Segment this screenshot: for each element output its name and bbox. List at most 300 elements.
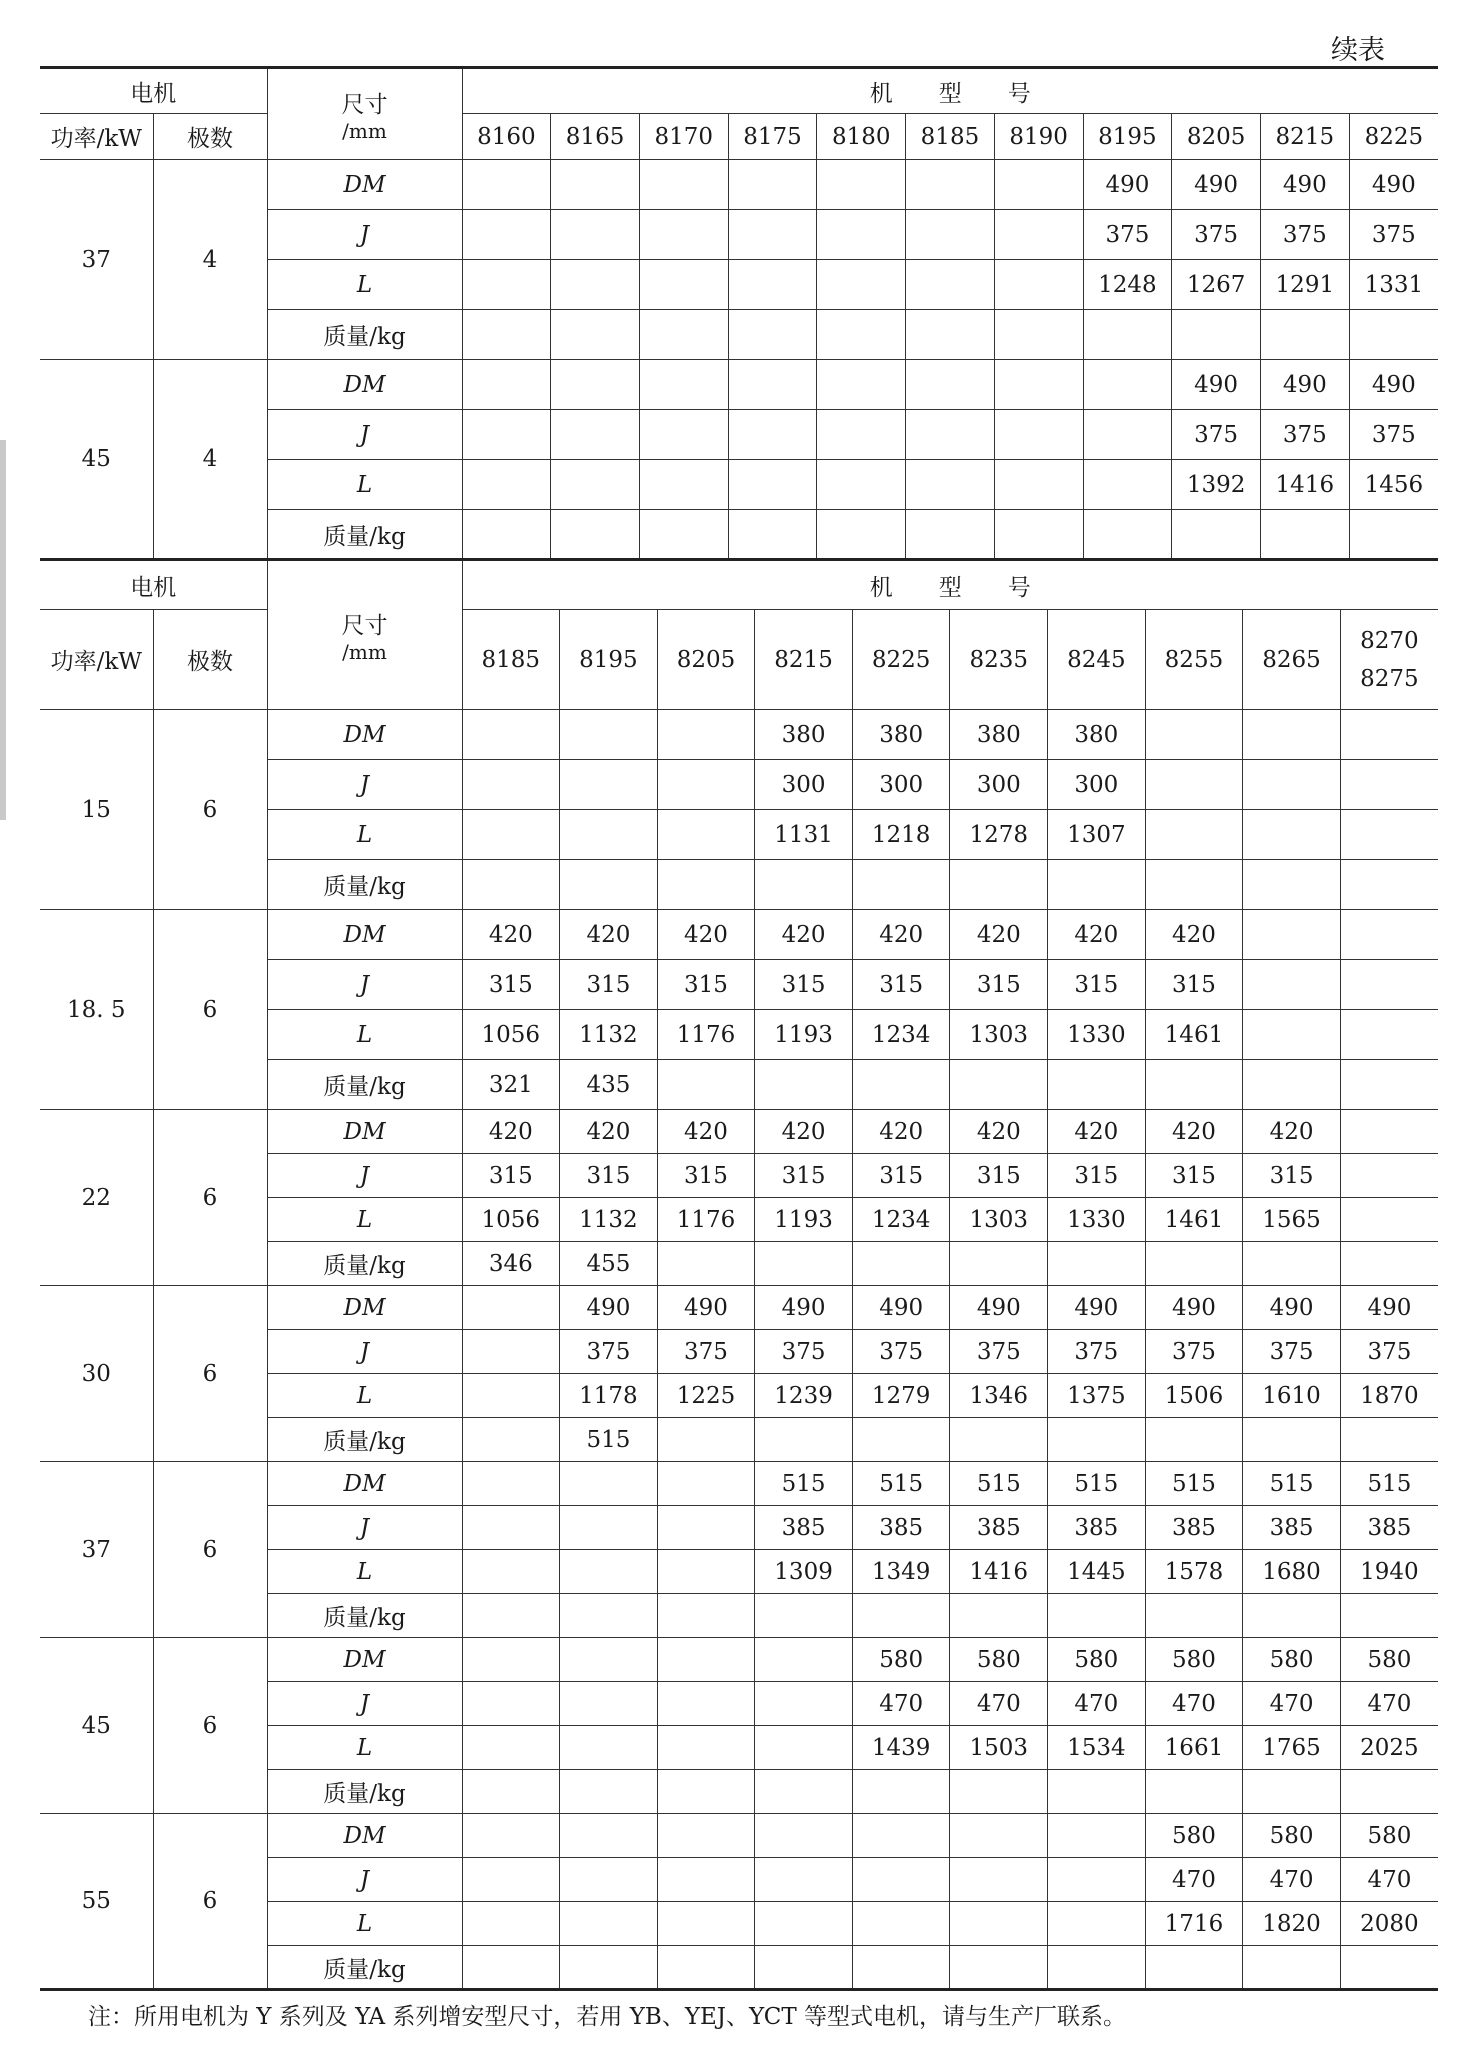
value-cell: [462, 310, 551, 360]
value-cell: [639, 260, 728, 310]
value-cell: 490: [1349, 160, 1438, 210]
value-cell: [817, 510, 906, 560]
value-cell: 375: [1349, 210, 1438, 260]
value-cell: [1048, 1060, 1146, 1110]
table-row: [40, 1814, 1438, 1858]
value-cell: [657, 1946, 755, 1990]
value-cell: [462, 1374, 560, 1418]
value-cell: [852, 1594, 950, 1638]
value-cell: [1340, 910, 1438, 960]
model-number: 8225: [1349, 114, 1438, 160]
value-cell: 580: [1243, 1814, 1341, 1858]
value-cell: [657, 1682, 755, 1726]
value-cell: 300: [950, 760, 1048, 810]
value-cell: [1340, 860, 1438, 910]
dimension-label: DM: [267, 160, 462, 210]
value-cell: [1340, 1946, 1438, 1990]
value-cell: 2080: [1340, 1902, 1438, 1946]
value-cell: 1267: [1172, 260, 1261, 310]
header-row-top: [40, 68, 1438, 114]
value-cell: 490: [1083, 160, 1172, 210]
value-cell: 380: [852, 710, 950, 760]
value-cell: 300: [852, 760, 950, 810]
value-cell: [994, 260, 1083, 310]
value-cell: 420: [657, 1110, 755, 1154]
value-cell: [755, 1594, 853, 1638]
value-cell: 470: [1340, 1858, 1438, 1902]
value-cell: [852, 1770, 950, 1814]
value-cell: [639, 160, 728, 210]
value-cell: 1820: [1243, 1902, 1341, 1946]
value-cell: 470: [852, 1682, 950, 1726]
model-header: 机 型 号: [462, 560, 1438, 610]
value-cell: [1340, 1242, 1438, 1286]
value-cell: [852, 1242, 950, 1286]
page-edge-mark: [0, 440, 6, 820]
value-cell: 1456: [1349, 460, 1438, 510]
dimension-label: DM: [267, 910, 462, 960]
value-cell: 346: [462, 1242, 560, 1286]
value-cell: 1445: [1048, 1550, 1146, 1594]
value-cell: 1661: [1145, 1726, 1243, 1770]
value-cell: [639, 410, 728, 460]
value-cell: [1048, 1902, 1146, 1946]
poles-cell: 6: [153, 1286, 267, 1462]
value-cell: [639, 360, 728, 410]
power-cell: 37: [40, 160, 153, 360]
value-cell: 1330: [1048, 1198, 1146, 1242]
value-cell: [1340, 1770, 1438, 1814]
value-cell: [755, 1814, 853, 1858]
dimension-label: 质量/kg: [267, 1594, 462, 1638]
value-cell: [906, 210, 995, 260]
value-cell: [1340, 1060, 1438, 1110]
value-cell: 490: [657, 1286, 755, 1330]
value-cell: 420: [950, 1110, 1048, 1154]
value-cell: [1243, 710, 1341, 760]
dimension-label: 质量/kg: [267, 1242, 462, 1286]
value-cell: 470: [1243, 1858, 1341, 1902]
value-cell: 1870: [1340, 1374, 1438, 1418]
value-cell: [906, 310, 995, 360]
value-cell: [1145, 1060, 1243, 1110]
value-cell: 580: [1145, 1638, 1243, 1682]
value-cell: 315: [560, 960, 658, 1010]
value-cell: [852, 1814, 950, 1858]
poles-cell: 6: [153, 910, 267, 1110]
value-cell: [657, 1638, 755, 1682]
value-cell: [950, 1902, 1048, 1946]
value-cell: 490: [1243, 1286, 1341, 1330]
table-row: [40, 1110, 1438, 1154]
value-cell: [1145, 1770, 1243, 1814]
value-cell: 315: [950, 960, 1048, 1010]
value-cell: [994, 210, 1083, 260]
value-cell: [657, 1060, 755, 1110]
value-cell: [950, 860, 1048, 910]
power-cell: 22: [40, 1110, 153, 1286]
value-cell: [462, 1594, 560, 1638]
value-cell: 1331: [1349, 260, 1438, 310]
model-number: 8215: [755, 610, 853, 710]
value-cell: 1416: [950, 1550, 1048, 1594]
value-cell: 1416: [1260, 460, 1349, 510]
value-cell: [560, 1682, 658, 1726]
value-cell: [1260, 310, 1349, 360]
value-cell: [1340, 760, 1438, 810]
poles-cell: 6: [153, 1814, 267, 1990]
value-cell: [906, 160, 995, 210]
value-cell: 1610: [1243, 1374, 1341, 1418]
value-cell: [657, 1462, 755, 1506]
header-row-models: [40, 610, 1438, 710]
power-cell: 15: [40, 710, 153, 910]
value-cell: 1461: [1145, 1198, 1243, 1242]
value-cell: 1330: [1048, 1010, 1146, 1060]
value-cell: 315: [755, 1154, 853, 1198]
value-cell: [657, 1902, 755, 1946]
value-cell: [657, 1858, 755, 1902]
value-cell: 470: [950, 1682, 1048, 1726]
dimension-table-1: [40, 66, 1438, 561]
value-cell: [1145, 710, 1243, 760]
value-cell: 315: [657, 960, 755, 1010]
value-cell: [755, 1682, 853, 1726]
value-cell: 1303: [950, 1198, 1048, 1242]
value-cell: [852, 1858, 950, 1902]
poles-cell: 4: [153, 160, 267, 360]
value-cell: [755, 1726, 853, 1770]
dimension-label: DM: [267, 1286, 462, 1330]
value-cell: [560, 1506, 658, 1550]
dimension-label: 质量/kg: [267, 860, 462, 910]
value-cell: 1565: [1243, 1198, 1341, 1242]
value-cell: [994, 510, 1083, 560]
value-cell: [728, 360, 817, 410]
size-header-line2: /mm: [342, 639, 387, 664]
value-cell: [639, 510, 728, 560]
value-cell: 1461: [1145, 1010, 1243, 1060]
value-cell: [755, 1060, 853, 1110]
model-number: 8195: [1083, 114, 1172, 160]
value-cell: [755, 1770, 853, 1814]
value-cell: 490: [560, 1286, 658, 1330]
value-cell: [1340, 960, 1438, 1010]
value-cell: [462, 360, 551, 410]
value-cell: [560, 1594, 658, 1638]
value-cell: 1716: [1145, 1902, 1243, 1946]
value-cell: 470: [1145, 1682, 1243, 1726]
value-cell: [657, 710, 755, 760]
value-cell: 455: [560, 1242, 658, 1286]
model-number: [1340, 610, 1438, 710]
model-number: 8185: [906, 114, 995, 160]
value-cell: [755, 1418, 853, 1462]
value-cell: 300: [755, 760, 853, 810]
value-cell: 1291: [1260, 260, 1349, 310]
value-cell: [560, 710, 658, 760]
model-number: 8245: [1048, 610, 1146, 710]
value-cell: [950, 1814, 1048, 1858]
value-cell: [462, 810, 560, 860]
dimension-label: L: [267, 1550, 462, 1594]
value-cell: 490: [1145, 1286, 1243, 1330]
value-cell: 375: [1145, 1330, 1243, 1374]
value-cell: [1145, 760, 1243, 810]
value-cell: [551, 460, 640, 510]
value-cell: 1303: [950, 1010, 1048, 1060]
value-cell: [551, 510, 640, 560]
value-cell: [728, 310, 817, 360]
value-cell: 580: [1145, 1814, 1243, 1858]
value-cell: [1243, 810, 1341, 860]
model-number: 8215: [1260, 114, 1349, 160]
poles-cell: 6: [153, 1638, 267, 1814]
value-cell: [950, 1946, 1048, 1990]
size-header-line2: /mm: [342, 118, 387, 143]
dimension-label: L: [267, 1374, 462, 1418]
value-cell: 1056: [462, 1010, 560, 1060]
dimension-label: J: [267, 760, 462, 810]
value-cell: [817, 410, 906, 460]
value-cell: [755, 1242, 853, 1286]
value-cell: 490: [1172, 360, 1261, 410]
model-number: 8205: [657, 610, 755, 710]
poles-header: 极数: [153, 610, 267, 710]
value-cell: [950, 1242, 1048, 1286]
value-cell: 490: [1048, 1286, 1146, 1330]
value-cell: [462, 1506, 560, 1550]
value-cell: [1048, 1946, 1146, 1990]
table-row: [40, 710, 1438, 760]
dimension-table-2: [40, 558, 1438, 1991]
power-cell: 30: [40, 1286, 153, 1462]
value-cell: 1578: [1145, 1550, 1243, 1594]
value-cell: [1083, 360, 1172, 410]
value-cell: 1178: [560, 1374, 658, 1418]
value-cell: [1243, 1060, 1341, 1110]
dimension-label: 质量/kg: [267, 1946, 462, 1990]
value-cell: 1248: [1083, 260, 1172, 310]
value-cell: [1340, 810, 1438, 860]
power-cell: 45: [40, 360, 153, 560]
value-cell: 580: [1048, 1638, 1146, 1682]
value-cell: 375: [1340, 1330, 1438, 1374]
value-cell: [551, 310, 640, 360]
value-cell: [906, 510, 995, 560]
value-cell: [728, 210, 817, 260]
value-cell: [1048, 860, 1146, 910]
value-cell: [560, 810, 658, 860]
value-cell: 420: [755, 910, 853, 960]
value-cell: [551, 260, 640, 310]
value-cell: 375: [560, 1330, 658, 1374]
value-cell: [1083, 410, 1172, 460]
dimension-label: L: [267, 1726, 462, 1770]
value-cell: 490: [1260, 360, 1349, 410]
value-cell: [462, 1286, 560, 1330]
value-cell: 420: [560, 1110, 658, 1154]
table-row: [40, 1286, 1438, 1330]
value-cell: 515: [1048, 1462, 1146, 1506]
value-cell: 1218: [852, 810, 950, 860]
motor-header: 电机: [40, 560, 267, 610]
value-cell: 1234: [852, 1198, 950, 1242]
value-cell: 385: [1243, 1506, 1341, 1550]
value-cell: [551, 410, 640, 460]
value-cell: [1145, 1418, 1243, 1462]
value-cell: 490: [1349, 360, 1438, 410]
value-cell: 1349: [852, 1550, 950, 1594]
value-cell: 1176: [657, 1010, 755, 1060]
value-cell: [639, 210, 728, 260]
value-cell: 1193: [755, 1010, 853, 1060]
size-header: [267, 68, 462, 160]
value-cell: [1145, 1242, 1243, 1286]
value-cell: 2025: [1340, 1726, 1438, 1770]
value-cell: 315: [950, 1154, 1048, 1198]
value-cell: [560, 1770, 658, 1814]
value-cell: [639, 310, 728, 360]
value-cell: 1225: [657, 1374, 755, 1418]
value-cell: 515: [1243, 1462, 1341, 1506]
value-cell: 1132: [560, 1198, 658, 1242]
value-cell: [1083, 460, 1172, 510]
value-cell: [728, 410, 817, 460]
value-cell: 1392: [1172, 460, 1261, 510]
power-cell: 18. 5: [40, 910, 153, 1110]
value-cell: [994, 410, 1083, 460]
value-cell: [657, 1418, 755, 1462]
value-cell: [817, 460, 906, 510]
value-cell: 1346: [950, 1374, 1048, 1418]
value-cell: [1243, 1010, 1341, 1060]
value-cell: 315: [462, 1154, 560, 1198]
value-cell: [560, 1726, 658, 1770]
value-cell: 1534: [1048, 1726, 1146, 1770]
value-cell: [1048, 1242, 1146, 1286]
value-cell: 490: [852, 1286, 950, 1330]
value-cell: 1765: [1243, 1726, 1341, 1770]
value-cell: [728, 260, 817, 310]
value-cell: 315: [852, 960, 950, 1010]
value-cell: 580: [1340, 1638, 1438, 1682]
value-cell: 420: [1243, 1110, 1341, 1154]
value-cell: [462, 410, 551, 460]
value-cell: 420: [462, 910, 560, 960]
value-cell: [1145, 1594, 1243, 1638]
dimension-label: DM: [267, 1638, 462, 1682]
value-cell: [657, 1242, 755, 1286]
value-cell: 321: [462, 1060, 560, 1110]
value-cell: [817, 210, 906, 260]
value-cell: 420: [755, 1110, 853, 1154]
value-cell: [728, 510, 817, 560]
value-cell: [657, 760, 755, 810]
value-cell: [462, 160, 551, 210]
value-cell: [1243, 1418, 1341, 1462]
value-cell: 490: [1172, 160, 1261, 210]
value-cell: 385: [852, 1506, 950, 1550]
value-cell: 420: [462, 1110, 560, 1154]
value-cell: 380: [950, 710, 1048, 760]
model-number: 8185: [462, 610, 560, 710]
model-number: 8190: [994, 114, 1083, 160]
value-cell: 1503: [950, 1726, 1048, 1770]
poles-cell: 6: [153, 1110, 267, 1286]
value-cell: 375: [1083, 210, 1172, 260]
value-cell: [560, 860, 658, 910]
value-cell: [1048, 1770, 1146, 1814]
dimension-label: J: [267, 1154, 462, 1198]
value-cell: [1340, 1010, 1438, 1060]
value-cell: [1243, 910, 1341, 960]
size-header-line1: 尺寸: [341, 91, 388, 118]
value-cell: 380: [755, 710, 853, 760]
value-cell: [462, 260, 551, 310]
value-cell: [462, 460, 551, 510]
model-number: 8225: [852, 610, 950, 710]
value-cell: [1243, 960, 1341, 1010]
value-cell: 1375: [1048, 1374, 1146, 1418]
value-cell: 580: [1243, 1638, 1341, 1682]
value-cell: [1243, 1594, 1341, 1638]
value-cell: 580: [852, 1638, 950, 1682]
value-cell: 490: [755, 1286, 853, 1330]
dimension-label: L: [267, 1902, 462, 1946]
value-cell: 1234: [852, 1010, 950, 1060]
value-cell: 420: [1048, 910, 1146, 960]
value-cell: 380: [1048, 710, 1146, 760]
continued-caption: 续表: [1331, 35, 1385, 66]
dimension-label: J: [267, 1506, 462, 1550]
value-cell: 375: [1260, 410, 1349, 460]
value-cell: 1940: [1340, 1550, 1438, 1594]
value-cell: [906, 260, 995, 310]
value-cell: [1172, 510, 1261, 560]
model-number: 8160: [462, 114, 551, 160]
value-cell: [994, 460, 1083, 510]
value-cell: 375: [1260, 210, 1349, 260]
value-cell: [1243, 760, 1341, 810]
value-cell: 1439: [852, 1726, 950, 1770]
value-cell: 1176: [657, 1198, 755, 1242]
value-cell: [462, 1330, 560, 1374]
header-row-models: [40, 114, 1438, 160]
value-cell: 375: [1172, 210, 1261, 260]
power-cell: 37: [40, 1462, 153, 1638]
value-cell: 315: [1048, 960, 1146, 1010]
model-number: 8195: [560, 610, 658, 710]
value-cell: [755, 1858, 853, 1902]
value-cell: 315: [755, 960, 853, 1010]
value-cell: [462, 1858, 560, 1902]
value-cell: [462, 1418, 560, 1462]
value-cell: 375: [657, 1330, 755, 1374]
value-cell: 385: [1145, 1506, 1243, 1550]
value-cell: 315: [657, 1154, 755, 1198]
value-cell: [852, 1060, 950, 1110]
table-row: [40, 910, 1438, 960]
dimension-label: J: [267, 1330, 462, 1374]
value-cell: [657, 1726, 755, 1770]
value-cell: 375: [1172, 410, 1261, 460]
value-cell: [657, 1814, 755, 1858]
value-cell: [462, 510, 551, 560]
value-cell: 515: [1340, 1462, 1438, 1506]
value-cell: 420: [852, 910, 950, 960]
value-cell: [1340, 1594, 1438, 1638]
